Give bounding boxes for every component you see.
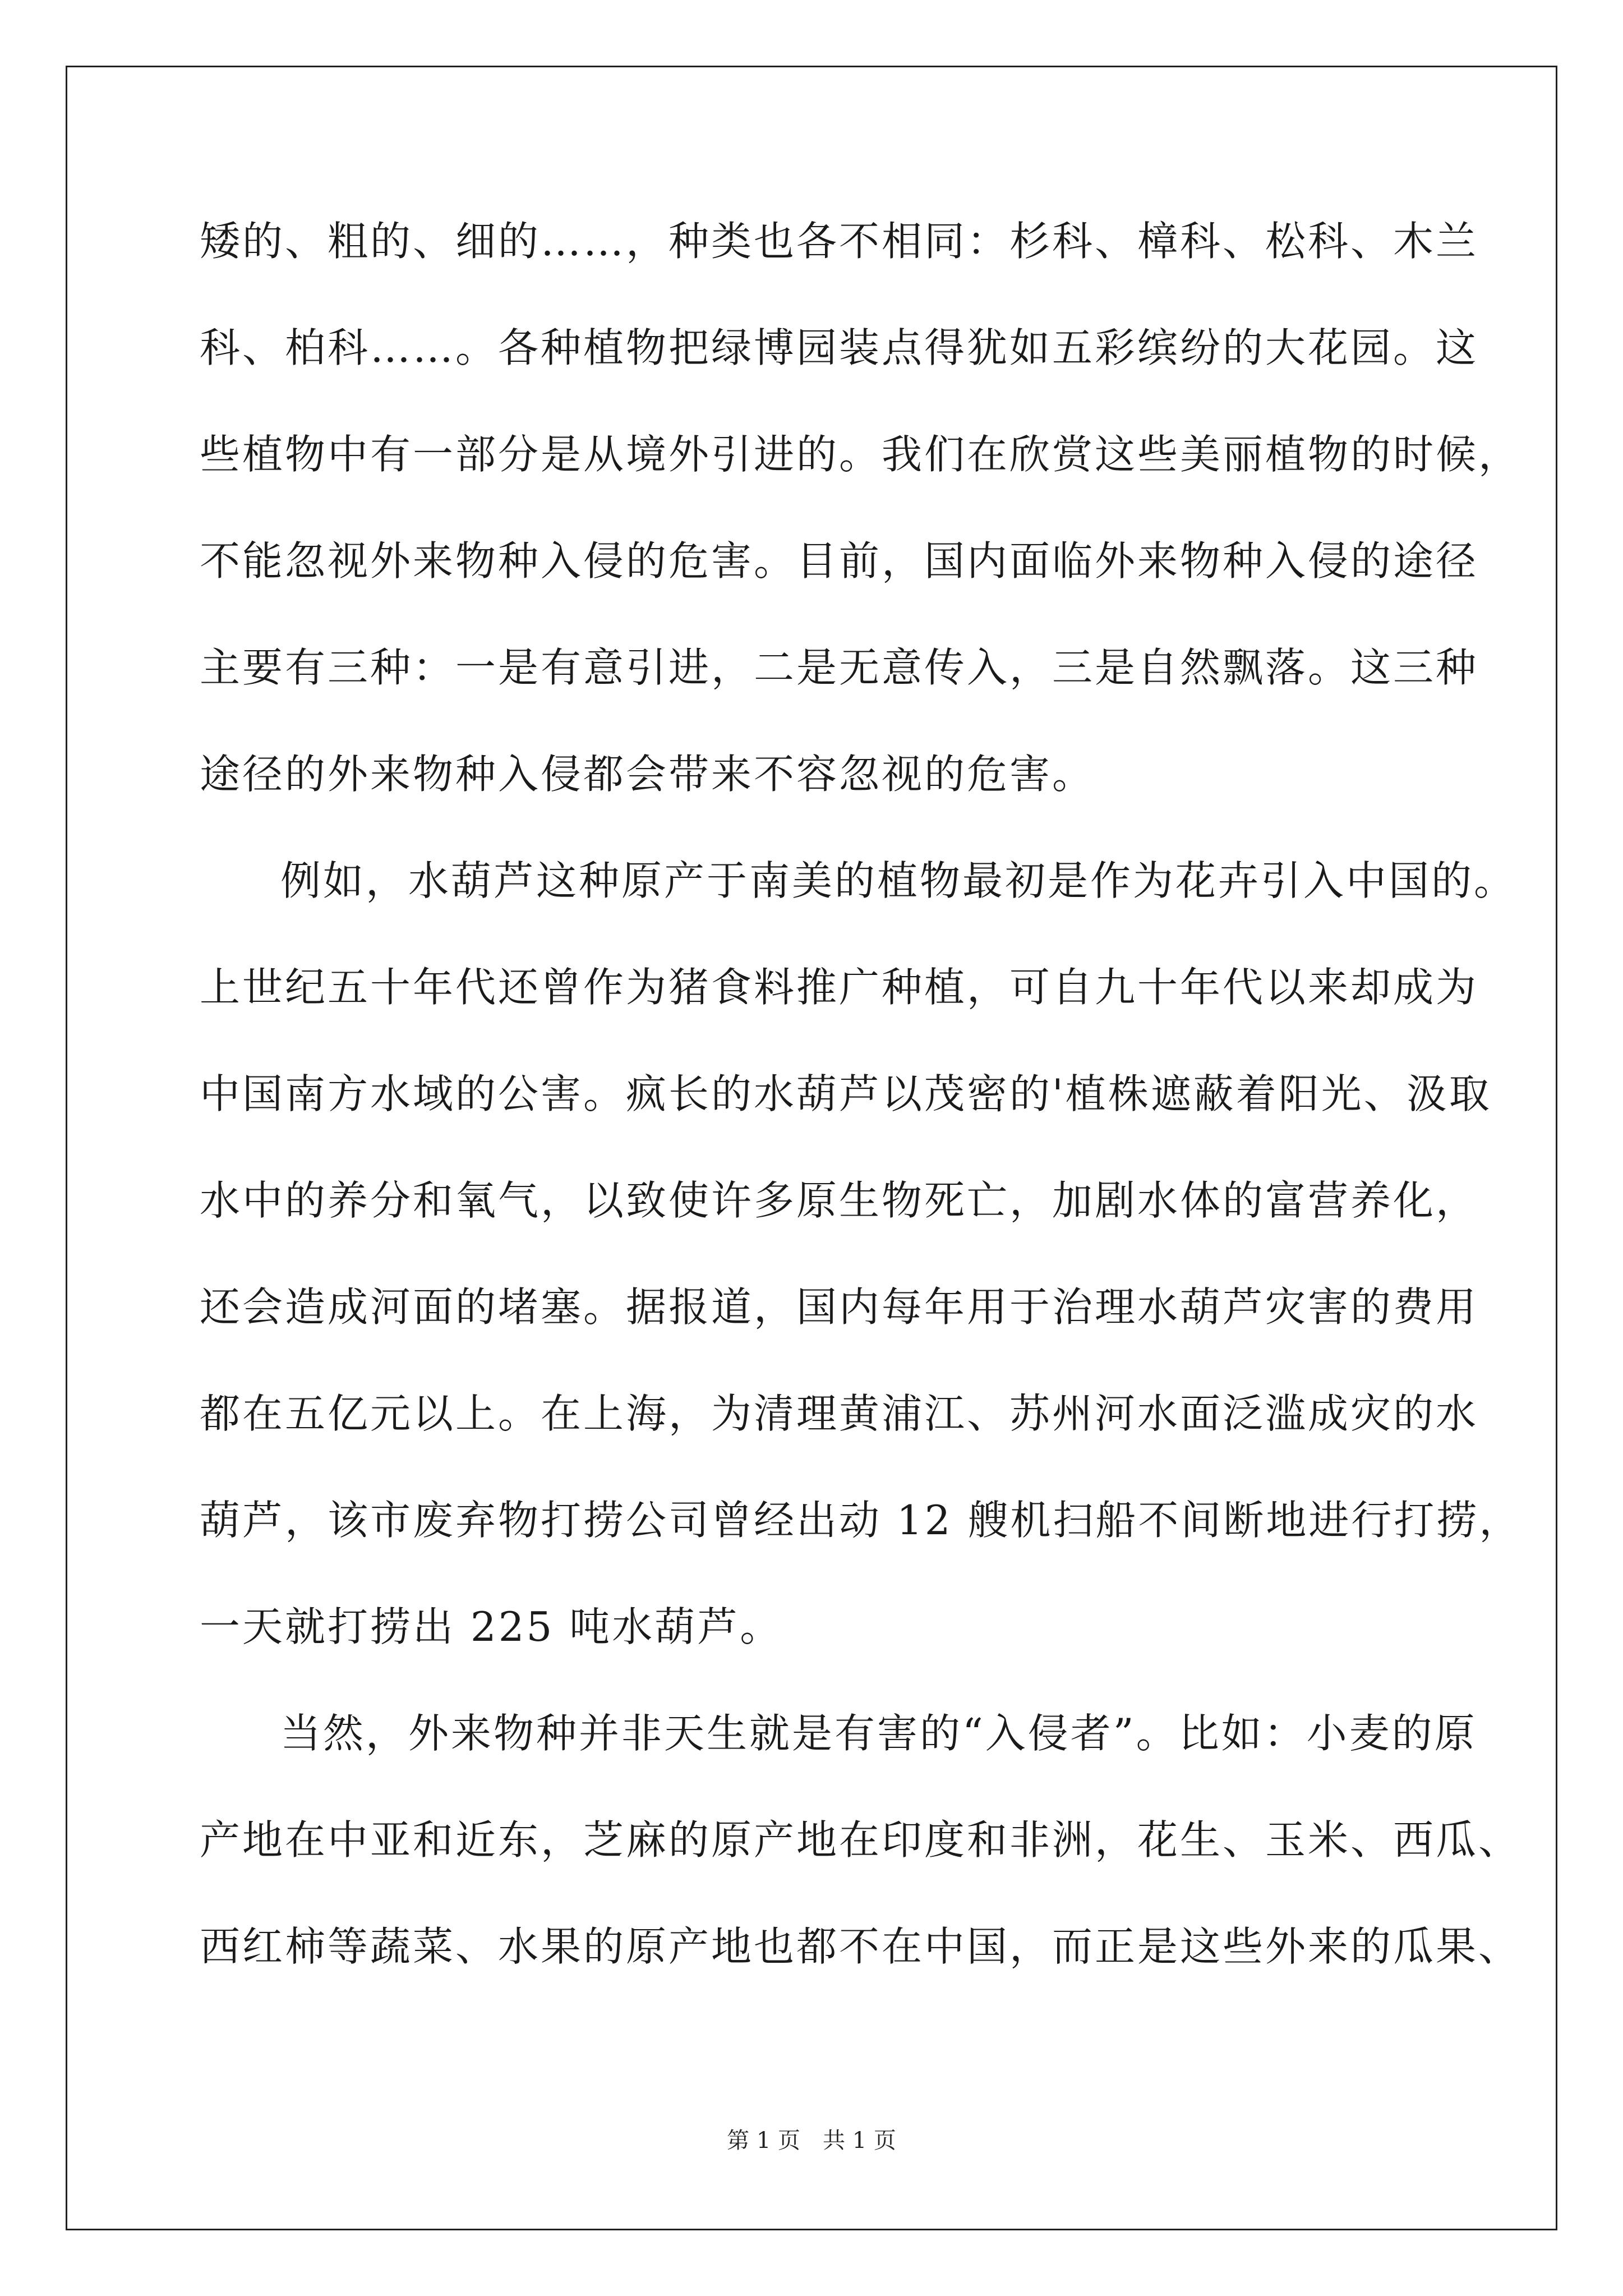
- page-number-footer: 第 1 页 共 1 页: [727, 2128, 896, 2154]
- body-text-line: 主要有三种：一是有意引进，二是无意传入，三是自然飘落。这三种: [200, 644, 1479, 691]
- body-text-line: 水中的养分和氧气，以致使许多原生物死亡，加剧水体的富营养化，: [200, 1177, 1479, 1224]
- body-text-line: 不能忽视外来物种入侵的危害。目前，国内面临外来物种入侵的途径: [200, 537, 1479, 585]
- body-text-line: 例如，水葫芦这种原产于南美的植物最初是作为花卉引入中国的。: [280, 857, 1517, 904]
- body-text-line: 西红柿等蔬菜、水果的原产地也都不在中国，而正是这些外来的瓜果、: [200, 1923, 1521, 1970]
- body-text-line: 途径的外来物种入侵都会带来不容忽视的危害。: [200, 751, 1095, 798]
- body-text-line: 上世纪五十年代还曾作为猪食料推广种植，可自九十年代以来却成为: [200, 964, 1479, 1011]
- body-text-line: 矮的、粗的、细的……，种类也各不相同：杉科、樟科、松科、木兰: [200, 218, 1479, 265]
- body-text-line: 产地在中亚和近东，芝麻的原产地在印度和非洲，花生、玉米、西瓜、: [200, 1816, 1521, 1864]
- body-text-line: 当然，外来物种并非天生就是有害的“入侵者”。比如：小麦的原: [280, 1710, 1477, 1757]
- body-text-line: 一天就打捞出 225 吨水葫芦。: [200, 1603, 783, 1650]
- page-border: [66, 66, 1557, 2230]
- body-text-line: 科、柏科……。各种植物把绿博园装点得犹如五彩缤纷的大花园。这: [200, 324, 1479, 371]
- body-text-line: 葫芦，该市废弃物打捞公司曾经出动 12 艘机扫船不间断地进行打捞，: [200, 1497, 1522, 1544]
- body-text-line: 都在五亿元以上。在上海，为清理黄浦江、苏州河水面泛滥成灾的水: [200, 1390, 1479, 1437]
- body-text-line: 中国南方水域的公害。疯长的水葫芦以茂密的'植株遮蔽着阳光、汲取: [200, 1070, 1492, 1117]
- body-text-line: 还会造成河面的堵塞。据报道，国内每年用于治理水葫芦灾害的费用: [200, 1283, 1479, 1331]
- body-text-line: 些植物中有一部分是从境外引进的。我们在欣赏这些美丽植物的时候，: [200, 431, 1521, 478]
